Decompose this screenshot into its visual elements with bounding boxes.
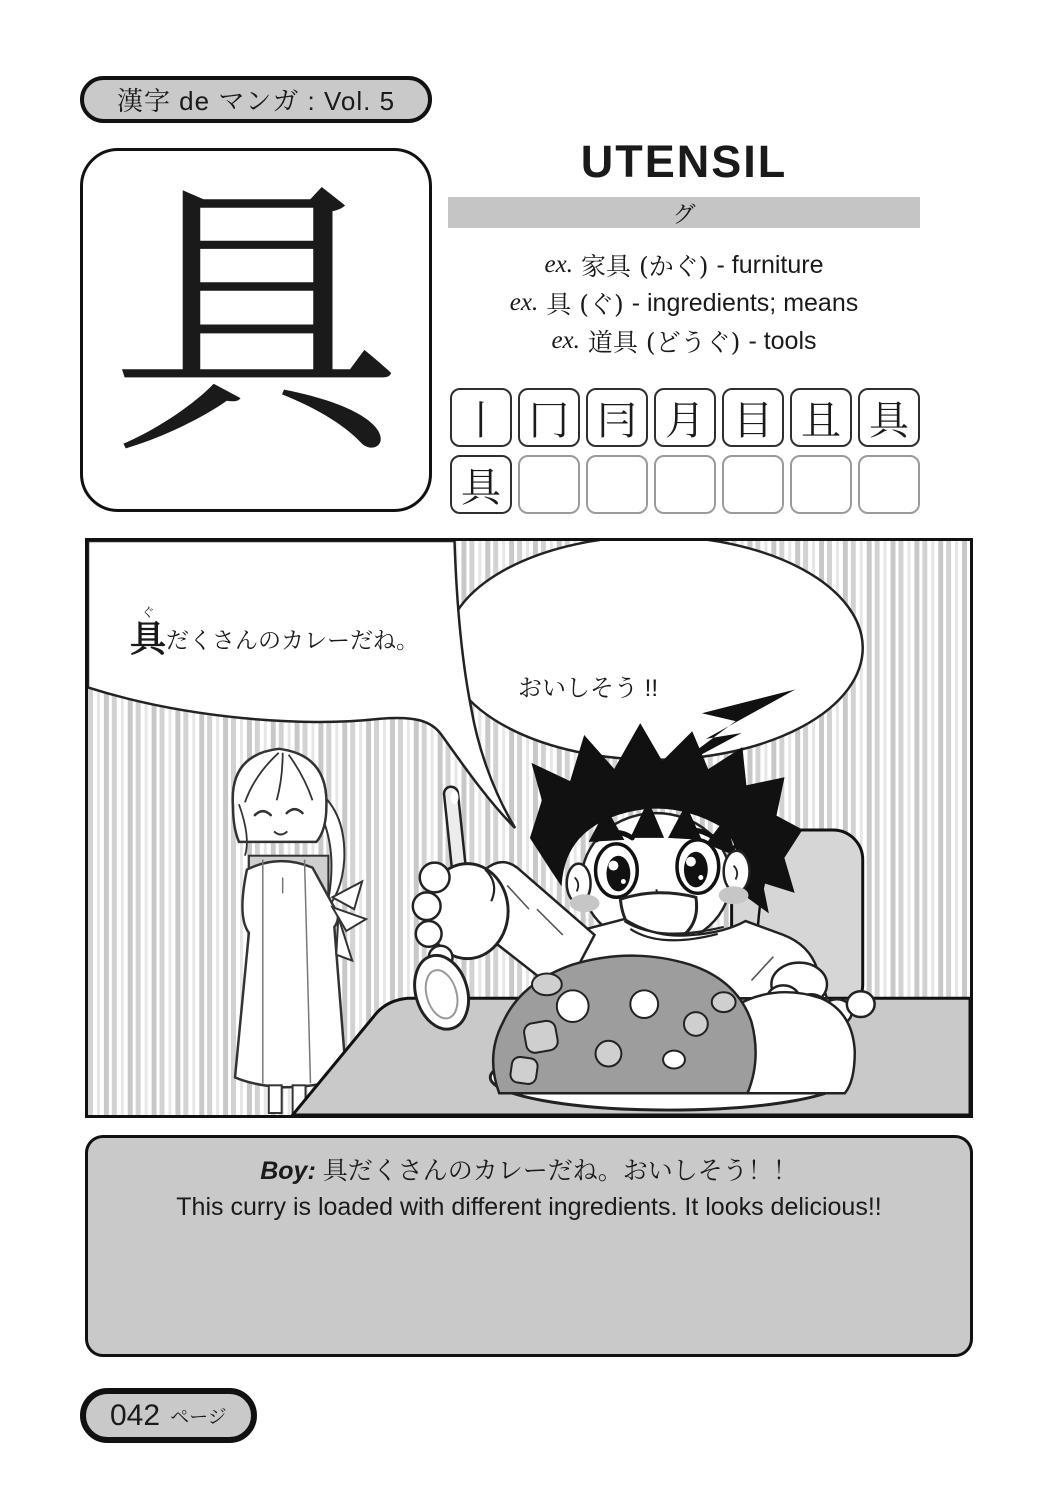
example-word: 具 — [546, 290, 572, 319]
stroke-order-grid — [450, 388, 922, 522]
practice-box — [858, 455, 920, 514]
example-word: 家具 — [580, 252, 631, 281]
stroke-row-2 — [450, 455, 922, 514]
speech-bubble-left-text — [130, 584, 460, 658]
stroke-row-1 — [450, 388, 922, 447]
translation-box — [85, 1135, 973, 1357]
practice-box — [586, 455, 648, 514]
examples-list — [448, 246, 920, 360]
example-prefix: ex. — [544, 251, 573, 278]
series-badge — [80, 76, 432, 123]
practice-box — [790, 455, 852, 514]
stroke-box: 目 — [722, 388, 784, 447]
example-reading: (どうぐ) — [645, 328, 741, 357]
stroke-box: 丨 — [450, 388, 512, 447]
speech-bubble-right-text: おいしそう !! — [518, 675, 659, 702]
example-line — [448, 246, 920, 284]
furigana: ぐ — [141, 605, 155, 620]
practice-box — [518, 455, 580, 514]
kanji-with-furigana — [130, 606, 166, 658]
translation-en: This curry is loaded with different ingredients. It looks delicious!! — [176, 1193, 882, 1221]
kanji-glyph: 具 — [110, 154, 402, 494]
stroke-box: 冃 — [586, 388, 648, 447]
bubble-text: だくさんのカレーだね。 — [166, 627, 420, 653]
bubble-kanji: 具 — [130, 618, 167, 659]
stroke-box: 冂 — [518, 388, 580, 447]
example-line — [448, 322, 920, 360]
example-gloss: - furniture — [716, 250, 824, 279]
on-reading: グ — [672, 202, 696, 228]
example-gloss: - ingredients; means — [631, 288, 859, 317]
example-reading: (かぐ) — [638, 252, 709, 281]
stroke-box: 且 — [790, 388, 852, 447]
series-badge-label: 漢字 de マンガ : Vol. 5 — [116, 86, 396, 116]
practice-box — [722, 455, 784, 514]
example-prefix: ex. — [509, 289, 539, 316]
page-number: 042 — [110, 1398, 161, 1432]
example-gloss: - tools — [748, 326, 817, 355]
example-word: 道具 — [587, 328, 638, 357]
example-reading: (ぐ) — [579, 290, 624, 319]
speech-bubble-right — [446, 541, 863, 760]
example-prefix: ex. — [551, 327, 580, 354]
page-label: ページ — [170, 1407, 227, 1428]
meaning-title: UTENSIL — [580, 136, 788, 187]
reading-bar — [448, 197, 920, 228]
example-line — [448, 284, 920, 322]
kanji-card — [80, 148, 432, 512]
translation-jp-line — [88, 1153, 970, 1189]
translation-jp: 具だくさんのカレーだね。おいしそう！！ — [322, 1157, 798, 1185]
practice-box — [654, 455, 716, 514]
stroke-box: 具 — [450, 455, 512, 514]
page-number-badge — [80, 1388, 257, 1443]
stroke-box: 月 — [654, 388, 716, 447]
stroke-box: 具 — [858, 388, 920, 447]
speaker-label: Boy: — [260, 1157, 316, 1185]
